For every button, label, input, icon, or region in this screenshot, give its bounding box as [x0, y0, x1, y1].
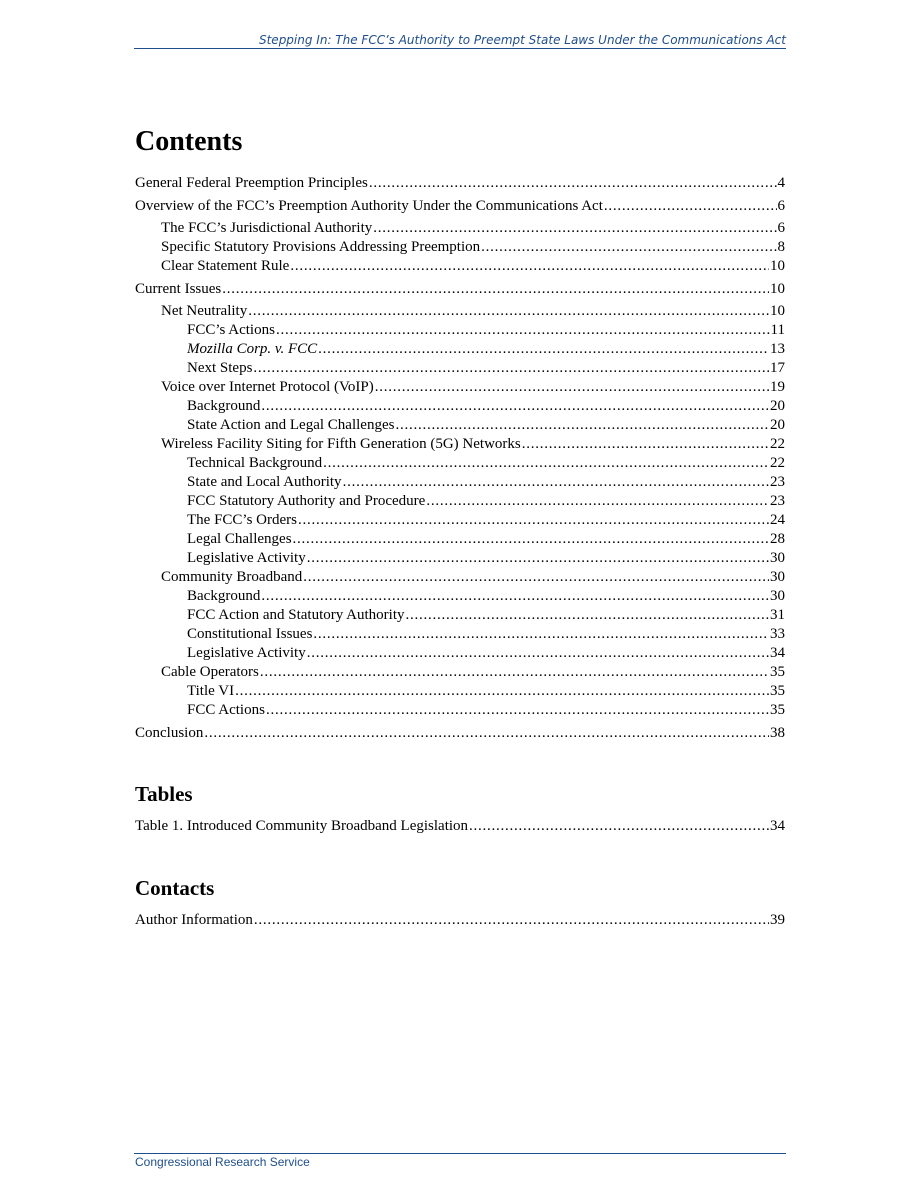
toc-page-number: 38 — [770, 725, 785, 741]
toc-entry-overview-fcc-preemption[interactable]: Overview of the FCC’s Preemption Authority Under the Communications Act . . . 6 — [135, 197, 785, 215]
toc-entry-next-steps[interactable]: Next Steps . . . 17 — [187, 359, 785, 377]
toc-page-number: 20 — [770, 417, 785, 433]
toc-entry-clear-statement-rule[interactable]: Clear Statement Rule . . . 10 — [161, 257, 785, 275]
toc-page-number: 23 — [770, 474, 785, 490]
toc-entry-fcc-action-statutory-authority[interactable]: FCC Action and Statutory Authority . . . 31 — [187, 606, 785, 624]
toc-page-number: 33 — [770, 626, 785, 642]
toc-page-number: 10 — [770, 303, 785, 319]
toc-page-number: 30 — [770, 550, 785, 566]
toc-page-number: 35 — [770, 702, 785, 718]
toc-entry-wireless-5g[interactable]: Wireless Facility Siting for Fifth Generation (5G) Networks . . . 22 — [161, 435, 785, 453]
toc-page-number: 22 — [770, 436, 785, 452]
toc-page-number: 20 — [770, 398, 785, 414]
toc-entry-title-vi[interactable]: Title VI . . . 35 — [187, 682, 785, 700]
toc-page-number: 19 — [770, 379, 785, 395]
toc-page-number: 8 — [777, 239, 785, 255]
toc-page-number: 30 — [770, 569, 785, 585]
toc-page-number: 35 — [770, 683, 785, 699]
toc-page-number: 10 — [770, 258, 785, 274]
toc-entry-mozilla-v-fcc[interactable]: Mozilla Corp. v. FCC . . . 13 — [187, 340, 785, 358]
toc-entry-table-1[interactable]: Table 1. Introduced Community Broadband Legislation . . . 34 — [135, 817, 785, 835]
toc-entry-community-broadband[interactable]: Community Broadband . . . 30 — [161, 568, 785, 586]
toc-page-number: 30 — [770, 588, 785, 604]
footer-publisher: Congressional Research Service — [135, 1155, 310, 1169]
tables-title: Tables — [135, 782, 193, 806]
toc-entry-fcc-statutory-authority-procedure[interactable]: FCC Statutory Authority and Procedure . . . 23 — [187, 492, 785, 510]
toc-entry-general-federal-preemption[interactable]: General Federal Preemption Principles . . . 4 — [135, 174, 785, 192]
toc-page-number: 6 — [777, 220, 785, 236]
toc-page-number: 4 — [777, 175, 785, 191]
toc-entry-constitutional-issues[interactable]: Constitutional Issues . . . 33 — [187, 625, 785, 643]
toc-page-number: 10 — [770, 281, 785, 297]
toc-entry-author-information[interactable]: Author Information . . . 39 — [135, 911, 785, 929]
toc-page-number: 35 — [770, 664, 785, 680]
toc-page-number: 13 — [770, 341, 785, 357]
toc-page-number: 34 — [770, 818, 785, 834]
toc-page-number: 34 — [770, 645, 785, 661]
toc-entry-broadband-background[interactable]: Background . . . 30 — [187, 587, 785, 605]
running-header — [134, 32, 786, 49]
toc-entry-net-neutrality[interactable]: Net Neutrality . . . 10 — [161, 302, 785, 320]
toc-page-number: 17 — [770, 360, 785, 376]
toc-page-number: 28 — [770, 531, 785, 547]
toc-entry-fccs-orders[interactable]: The FCC’s Orders . . . 24 — [187, 511, 785, 529]
toc-entry-voip[interactable]: Voice over Internet Protocol (VoIP) . . . 19 — [161, 378, 785, 396]
toc-page-number: 39 — [770, 912, 785, 928]
footer-divider — [134, 1153, 786, 1154]
toc-page-number: 11 — [770, 322, 785, 338]
toc-entry-technical-background[interactable]: Technical Background . . . 22 — [187, 454, 785, 472]
toc-entry-voip-background[interactable]: Background . . . 20 — [187, 397, 785, 415]
contents-title: Contents — [135, 126, 243, 157]
toc-page-number: 6 — [777, 198, 785, 214]
toc-page-number: 22 — [770, 455, 785, 471]
toc-entry-legal-challenges[interactable]: Legal Challenges . . . 28 — [187, 530, 785, 548]
toc-entry-legislative-activity-5g[interactable]: Legislative Activity . . . 30 — [187, 549, 785, 567]
toc-page-number: 31 — [770, 607, 785, 623]
toc-entry-state-local-authority[interactable]: State and Local Authority . . . 23 — [187, 473, 785, 491]
contacts-title: Contacts — [135, 876, 215, 900]
toc-entry-statutory-provisions[interactable]: Specific Statutory Provisions Addressing Preemption . . . 8 — [161, 238, 785, 256]
toc-entry-jurisdictional-authority[interactable]: The FCC’s Jurisdictional Authority . . . 6 — [161, 219, 785, 237]
toc-page-number: 24 — [770, 512, 785, 528]
toc-page-number: 23 — [770, 493, 785, 509]
toc-entry-fcc-actions[interactable]: FCC Actions . . . 35 — [187, 701, 785, 719]
toc-entry-state-action-legal-challenges[interactable]: State Action and Legal Challenges . . . 20 — [187, 416, 785, 434]
toc-entry-legislative-activity-broadband[interactable]: Legislative Activity . . . 34 — [187, 644, 785, 662]
toc-entry-fccs-actions[interactable]: FCC’s Actions . . . 11 — [187, 321, 785, 339]
running-header-title: Stepping In: The FCC’s Authority to Preempt State Laws Under the Communications Act — [258, 33, 786, 47]
toc-entry-current-issues[interactable]: Current Issues . . . 10 — [135, 280, 785, 298]
toc-entry-cable-operators[interactable]: Cable Operators . . . 35 — [161, 663, 785, 681]
toc-entry-conclusion[interactable]: Conclusion . . . 38 — [135, 724, 785, 742]
